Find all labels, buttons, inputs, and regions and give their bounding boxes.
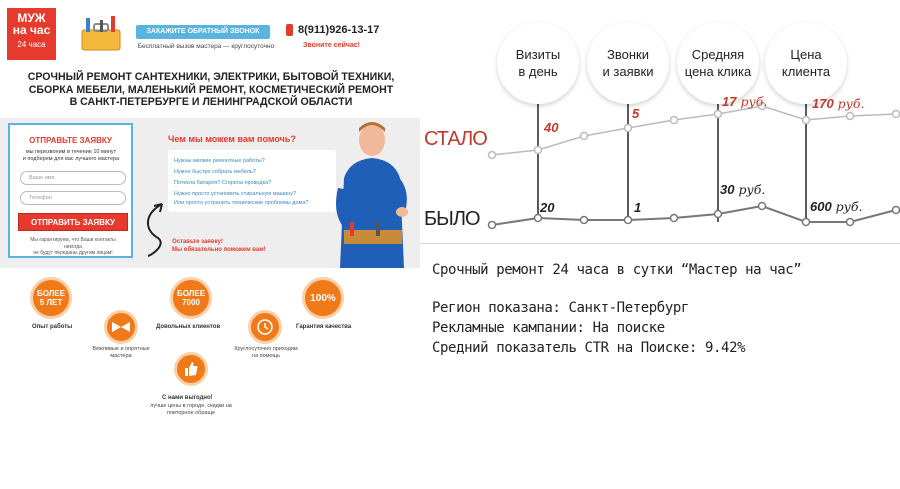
phone-number[interactable]: 8(911)926-13-17: [298, 24, 380, 36]
before-point: [671, 215, 678, 222]
feature-line: Круглосуточно приходим: [234, 346, 298, 352]
metric-cpa-circle: [765, 22, 847, 104]
before-point: [625, 217, 632, 224]
phone-icon: [286, 24, 293, 36]
feature-line: Вежливые и опрятные: [92, 346, 150, 352]
before-row-label: БЫЛО: [424, 208, 480, 230]
value-number: 170: [812, 96, 834, 111]
badge-text: 100%: [310, 293, 336, 304]
after-row-label: СТАЛО: [424, 128, 487, 150]
value-number: 600: [810, 199, 832, 214]
thumbs-up-icon: [174, 352, 208, 386]
logo-line3: 24 часа: [17, 40, 46, 49]
form-title: ОТПРАВЬТЕ ЗАЯВКУ: [29, 136, 112, 145]
after-point: [671, 117, 678, 124]
before-point: [715, 211, 722, 218]
metric-label: и заявки: [602, 64, 654, 79]
clock-icon: [248, 310, 282, 344]
profit-title: С нами выгодно!: [162, 395, 213, 401]
metric-calls-circle: [587, 22, 669, 104]
form-subtitle-line: и подберем для вас лучшего мастера: [22, 156, 120, 162]
experience-label: Опыт работы: [32, 324, 73, 330]
help-cta: [172, 238, 266, 254]
request-form: [8, 123, 133, 258]
before-point: [489, 222, 496, 229]
privacy-note-line: не будут переданы другим лицам!: [33, 250, 113, 256]
metric-label: Звонки: [607, 47, 649, 62]
help-question[interactable]: Нужно просто установить стиральную машину?: [174, 191, 297, 197]
value-unit: руб.: [833, 96, 865, 111]
metric-label: Визиты: [515, 47, 561, 62]
curved-arrow-icon: [140, 200, 170, 260]
value-number: 30: [720, 182, 735, 197]
badge-text: 7000: [182, 298, 200, 307]
value-number: 40: [544, 120, 559, 135]
after-point: [715, 111, 722, 118]
metric-label: Цена: [790, 47, 822, 62]
value-unit: руб.: [831, 199, 863, 214]
metric-label: в день: [518, 64, 558, 79]
before-point: [893, 207, 900, 214]
after-point: [489, 152, 496, 159]
before-point: [847, 219, 854, 226]
name-input[interactable]: Ваше имя: [20, 171, 126, 185]
quality-label: Гарантия качества: [296, 324, 352, 330]
thumbs-up-glyph: [177, 355, 205, 383]
landing-headline: [6, 71, 416, 109]
handyman-photo: [330, 118, 412, 268]
privacy-note-line: никогда: [64, 243, 82, 250]
help-cta-line: Мы обязательно поможем вам!: [172, 247, 266, 253]
feature-line: повторное обраще: [167, 410, 215, 416]
headline-line: СРОЧНЫЙ РЕМОНТ САНТЕХНИКИ, ЭЛЕКТРИКИ, БЫТОВОЙ ТЕХНИКИ,: [27, 71, 395, 83]
campaign-region: Регион показана: Санкт-Петербург: [432, 300, 689, 316]
privacy-note-line: Мы гарантируем, что Ваши контакты: [30, 237, 116, 243]
clock-glyph: [251, 313, 279, 341]
divider: [420, 243, 900, 244]
metrics-diagram: [420, 0, 900, 245]
help-question[interactable]: Нужно быстро собрать мебель?: [174, 169, 256, 175]
help-cta-line: Оставьте заявку!: [172, 239, 223, 245]
value-unit: руб.: [734, 182, 766, 197]
before-point: [581, 217, 588, 224]
value-number: 1: [634, 200, 642, 215]
after-value-visits: [544, 120, 558, 135]
logo-line1: МУЖ: [17, 11, 46, 25]
after-value-calls: [632, 106, 639, 121]
feature-line: лучше цены в городе, скидки на: [150, 403, 232, 409]
feature-line: мастера: [110, 353, 132, 359]
campaign-ctr: Средний показатель CTR на Поиске: 9.42%: [432, 340, 746, 356]
before-value-cpc: [720, 182, 765, 197]
help-question[interactable]: Потекла батарея? Сгорела проводка?: [174, 180, 272, 186]
campaign-type: Рекламные кампании: На поиске: [432, 320, 665, 336]
help-question[interactable]: Или просто устранить технические проблемы дома?: [174, 200, 309, 206]
after-value-cpc: [722, 94, 767, 109]
after-point: [581, 133, 588, 140]
before-point: [803, 219, 810, 226]
experience-badge: [30, 277, 72, 319]
before-value-cpa: [810, 199, 863, 214]
around-clock: [226, 346, 306, 360]
profit-text: [136, 403, 246, 417]
help-question[interactable]: Нужны мелкие ремонтные работы?: [174, 158, 265, 164]
form-subtitle-line: мы перезвоним в течение 10 минут: [25, 149, 117, 155]
metric-label: Средняя: [691, 47, 745, 62]
callback-subtitle: Бесплатный вызов мастера — круглосуточно: [137, 43, 275, 50]
headline-line: В САНКТ-ПЕТЕРБУРГЕ И ЛЕНИНГРАДСКОЙ ОБЛАСТИ: [69, 96, 353, 108]
headline-line: СБОРКА МЕБЕЛИ, МАЛЕНЬКИЙ РЕМОНТ, КОСМЕТИЧЕСКИЙ РЕМОНТ: [28, 83, 394, 96]
landing-screenshot: [0, 0, 420, 436]
badge-text: БОЛЕЕ: [36, 289, 66, 298]
before-point: [535, 215, 542, 222]
value-number: 20: [540, 200, 555, 215]
privacy-note: [14, 237, 132, 257]
help-title: Чем мы можем вам помочь?: [168, 134, 296, 144]
logo-line2: на час: [12, 23, 51, 37]
feature-line: на помощь: [252, 353, 280, 359]
value-number: 17: [722, 94, 737, 109]
value-unit: руб.: [736, 94, 768, 109]
after-point: [803, 117, 810, 124]
clients-label: Довольных клиентов: [156, 324, 221, 330]
callback-button[interactable]: ЗАКАЖИТЕ ОБРАТНЫЙ ЗВОНОК: [136, 25, 270, 39]
after-point: [625, 125, 632, 132]
metric-visits-circle: [497, 22, 579, 104]
campaign-title: Срочный ремонт 24 часа в сутки “Мастер на час”: [432, 262, 802, 278]
before-value-calls: [634, 200, 641, 215]
badge-text: 5 ЛЕТ: [39, 298, 63, 307]
metric-label: цена клика: [684, 64, 752, 79]
quality-badge: [302, 277, 344, 319]
clients-badge: [170, 277, 212, 319]
phone-input[interactable]: Телефон: [20, 191, 126, 205]
bowtie-glyph: [107, 313, 135, 341]
toolbox-icon: [78, 14, 124, 52]
call-now-text: Звоните сейчас!: [303, 42, 360, 49]
after-point: [535, 147, 542, 154]
bowtie-icon: [104, 310, 138, 344]
submit-request-button[interactable]: ОТПРАВИТЬ ЗАЯВКУ: [18, 213, 128, 231]
before-point: [759, 203, 766, 210]
brand-logo[interactable]: [7, 8, 56, 60]
badge-text: БОЛЕЕ: [176, 289, 206, 298]
after-point: [893, 111, 900, 118]
before-value-visits: [540, 200, 554, 215]
after-value-cpa: [812, 96, 865, 111]
value-number: 5: [632, 106, 640, 121]
after-point: [847, 113, 854, 120]
form-subtitle: [16, 149, 126, 163]
metric-cpc-circle: [677, 22, 759, 104]
metric-label: клиента: [781, 64, 831, 79]
polite-masters: [84, 346, 158, 360]
